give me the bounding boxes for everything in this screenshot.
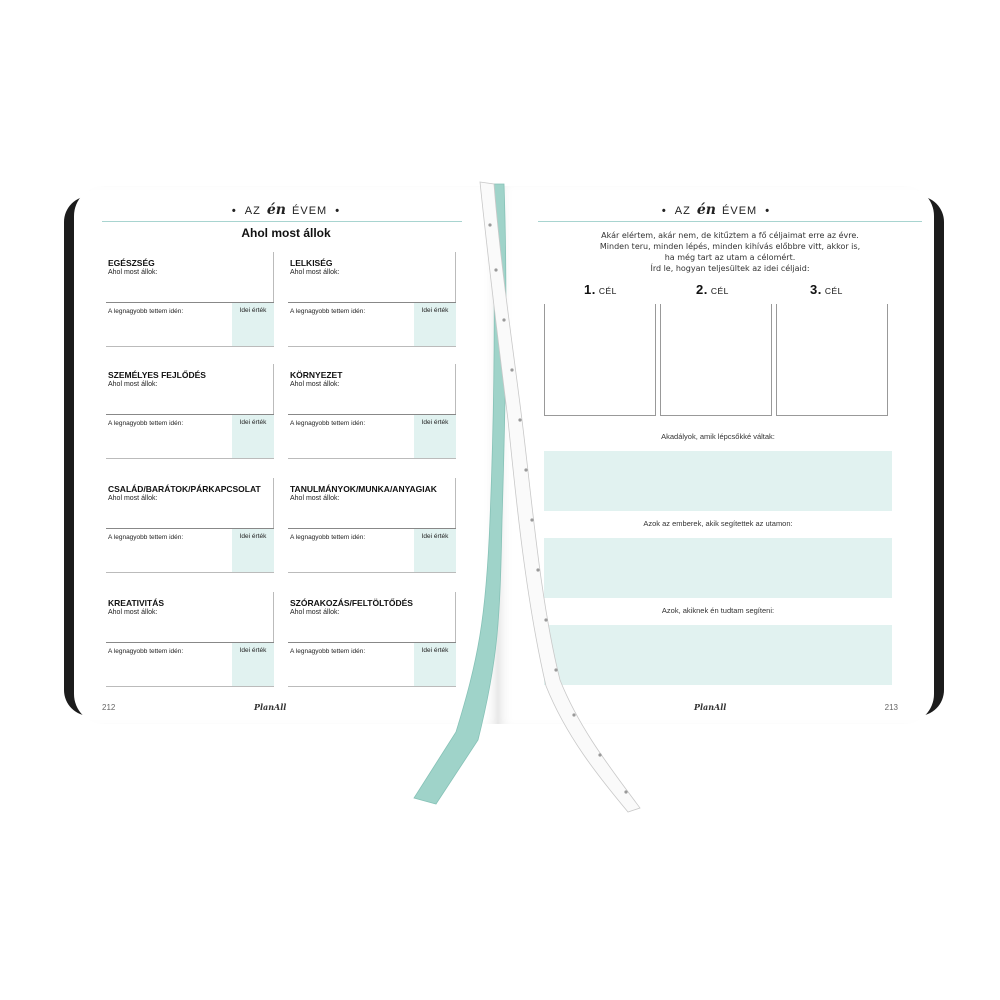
value-field[interactable]: Idei érték	[414, 643, 456, 686]
value-field[interactable]: Idei érték	[232, 643, 274, 686]
value-field[interactable]: Idei érték	[414, 415, 456, 458]
page-title: Ahol most állok	[241, 226, 331, 240]
value-field[interactable]: Idei érték	[414, 529, 456, 572]
area-box[interactable]: SZEMÉLYES FEJLŐDÉS Ahol most állok: A legnagyobb tettem idén: Idei érték	[106, 364, 274, 458]
goal-heading-3: 3. CÉL	[810, 282, 843, 297]
area-box[interactable]: KREATIVITÁS Ahol most állok: A legnagyobb tettem idén: Idei érték	[106, 592, 274, 686]
brand-logo: PlanAll	[694, 702, 727, 712]
section-label-obstacles: Akadályok, amik lépcsőkké váltak:	[661, 432, 775, 441]
value-field[interactable]: Idei érték	[414, 303, 456, 346]
area-box[interactable]: TANULMÁNYOK/MUNKA/ANYAGIAK Ahol most állok: A legnagyobb tettem idén: Idei érték	[288, 478, 456, 572]
value-field[interactable]: Idei érték	[232, 303, 274, 346]
page-header: • AZ én ÉVEM •	[661, 202, 771, 218]
section-label-helpers: Azok az emberek, akik segítettek az utamon:	[643, 519, 793, 528]
brand-logo: PlanAll	[254, 702, 287, 712]
page-number: 212	[102, 703, 116, 712]
area-box[interactable]: LELKISÉG Ahol most állok: A legnagyobb tettem idén: Idei érték	[288, 252, 456, 346]
area-box[interactable]: SZÓRAKOZÁS/FELTÖLTŐDÉS Ahol most állok: A legnagyobb tettem idén: Idei érték	[288, 592, 456, 686]
value-field[interactable]: Idei érték	[232, 529, 274, 572]
area-box[interactable]: EGÉSZSÉG Ahol most állok: A legnagyobb tettem idén: Idei érték	[106, 252, 274, 346]
section-label-helped: Azok, akiknek én tudtam segíteni:	[661, 606, 775, 615]
area-box[interactable]: KÖRNYEZET Ahol most állok: A legnagyobb tettem idén: Idei érték	[288, 364, 456, 458]
page-number: 213	[884, 703, 898, 712]
goal-heading-1: 1. CÉL	[584, 282, 617, 297]
value-field[interactable]: Idei érték	[232, 415, 274, 458]
page-header: • AZ én ÉVEM •	[231, 202, 341, 218]
goal-heading-2: 2. CÉL	[696, 282, 729, 297]
intro-text: Akár elértem, akár nem, de kitűztem a fő céljaimat erre az évre. Minden teru, minden lépés, minden kihívás előbbre vitt, akkor is, ha még tart az utam a célomért. Írd le, hogyan teljesültek az idei céljaid:	[599, 231, 861, 273]
white-ribbon	[480, 182, 640, 812]
area-box[interactable]: CSALÁD/BARÁTOK/PÁRKAPCSOLAT Ahol most állok: A legnagyobb tettem idén: Idei érték	[106, 478, 274, 572]
